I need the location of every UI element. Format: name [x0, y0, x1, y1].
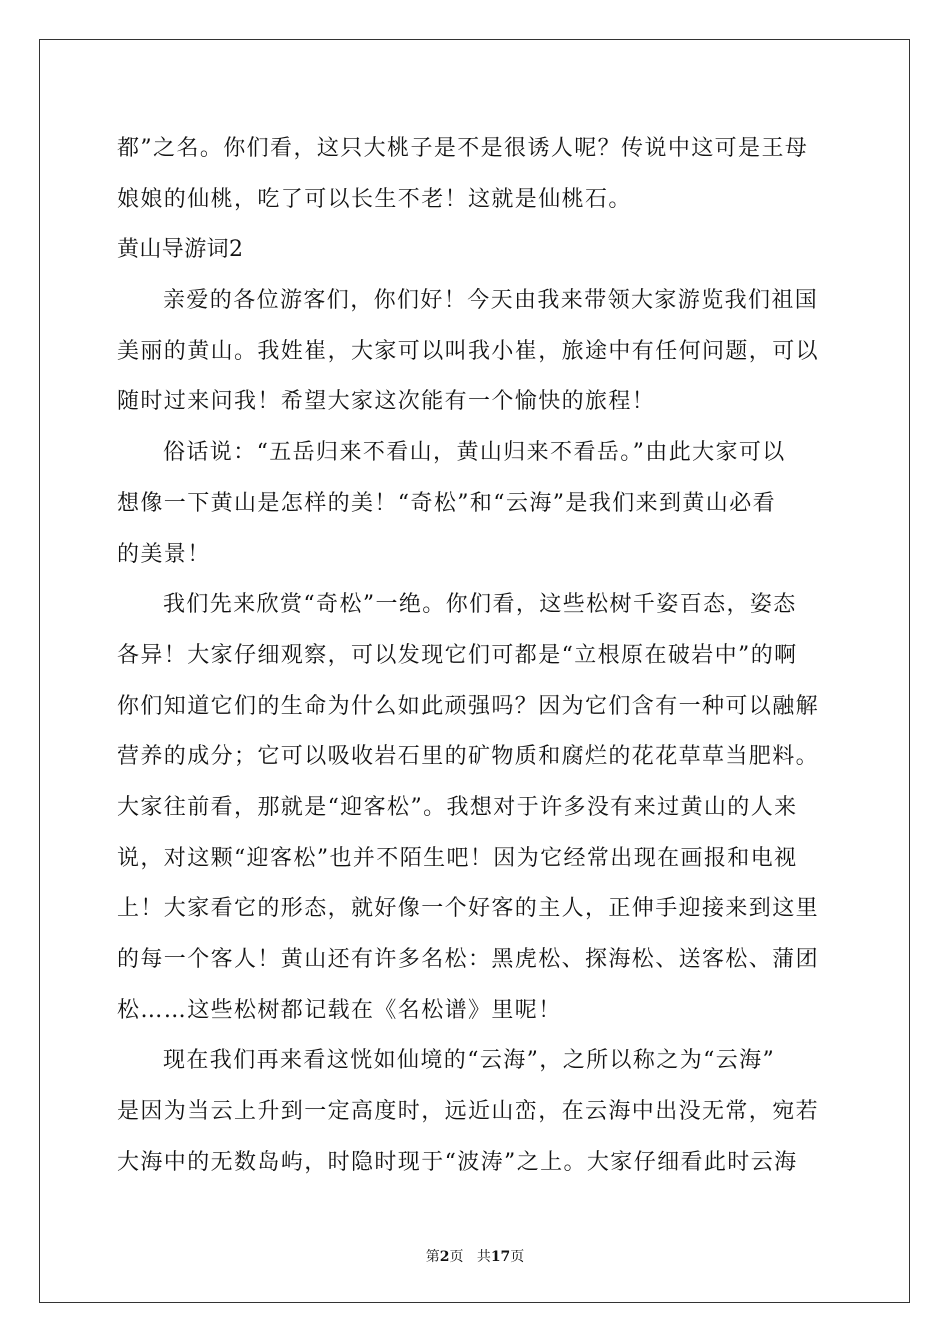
- text-line-1: 都”之名。你们看，这只大桃子是不是很诱人呢？传说中这可是王母: [117, 136, 809, 161]
- text-line-18: 松……这些松树都记载在《名松谱》里呢！: [117, 997, 562, 1023]
- total-pages: 17: [490, 1249, 511, 1265]
- paragraph-start-line: 俗话说：“五岳归来不看山，黄山归来不看岳。”由此大家可以: [163, 440, 786, 466]
- section-heading: 黄山导游词2: [117, 237, 244, 263]
- paragraph-start-line: 亲爱的各位游客们，你们好！今天由我来带领大家游览我们祖国: [163, 288, 819, 314]
- text-line-14: 大家往前看，那就是“迎客松”。我想对于许多没有来过黄山的人来: [117, 794, 798, 820]
- text-line-9: 的美景！: [117, 541, 211, 567]
- text-line-20: 是因为当云上升到一定高度时，远近山峦，在云海中出没无常，宛若: [117, 1099, 820, 1125]
- paragraph-start-line: 现在我们再来看这恍如仙境的“云海”，之所以称之为“云海”: [163, 1048, 776, 1074]
- paragraph-start-line: 我们先来欣赏“奇松”一绝。你们看，这些松树千姿百态，姿态: [163, 592, 797, 618]
- text-line-12: 你们知道它们的生命为什么如此顽强吗？因为它们含有一种可以融解: [117, 693, 820, 719]
- page-number: 2: [439, 1249, 450, 1265]
- total-suffix: 页: [510, 1249, 525, 1265]
- page-prefix: 第: [425, 1249, 440, 1265]
- text-line-2: 娘娘的仙桃，吃了可以长生不老！这就是仙桃石。: [117, 186, 632, 212]
- text-line-16: 上！大家看它的形态，就好像一个好客的主人，正伸手迎接来到这里: [117, 896, 820, 922]
- text-line-21: 大海中的无数岛屿，时隐时现于“波涛”之上。大家仔细看此时云海: [117, 1149, 798, 1175]
- text-line-13: 营养的成分；它可以吸收岩石里的矿物质和腐烂的花花草草当肥料。: [117, 744, 820, 770]
- document-body: [117, 124, 833, 1188]
- text-line-8: 想像一下黄山是怎样的美！“奇松”和“云海”是我们来到黄山必看: [117, 490, 776, 516]
- text-line-15: 说，对这颗“迎客松”也并不陌生吧！因为它经常出现在画报和电视: [117, 845, 798, 871]
- text-line-17: 的每一个客人！黄山还有许多名松：黑虎松、探海松、送客松、蒲团: [117, 947, 820, 972]
- text-line-5: 美丽的黄山。我姓崔，大家可以叫我小崔，旅途中有任何问题，可以: [117, 338, 820, 364]
- page-footer: [0, 1247, 950, 1267]
- total-prefix: 共: [476, 1249, 491, 1265]
- text-line-6: 随时过来问我！希望大家这次能有一个愉快的旅程！: [117, 389, 656, 415]
- text-line-11: 各异！大家仔细观察，可以发现它们可都是“立根原在破岩中”的啊: [117, 642, 798, 668]
- page-suffix: 页: [449, 1249, 464, 1265]
